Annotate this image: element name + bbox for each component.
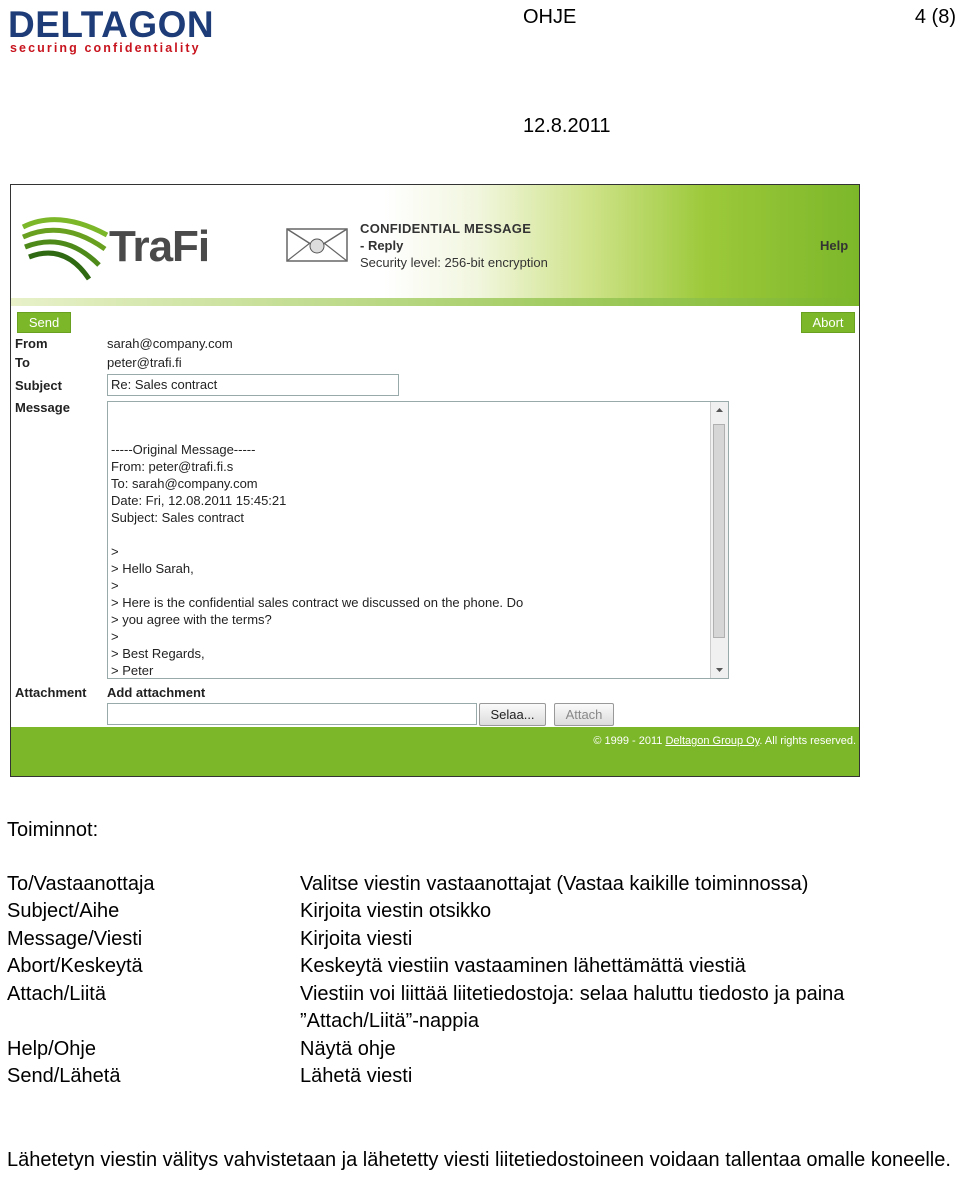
attachment-file-input[interactable] <box>107 703 477 725</box>
subject-input[interactable]: Re: Sales contract <box>107 374 399 396</box>
security-level: Security level: 256-bit encryption <box>360 255 548 270</box>
deltagon-logo-tagline: securing confidentiality <box>10 41 201 55</box>
function-desc: Valitse viestin vastaanottajat (Vastaa kaikille toiminnossa) <box>300 873 809 895</box>
function-desc: Näytä ohje <box>300 1038 396 1060</box>
function-desc: Kirjoita viesti <box>300 928 413 950</box>
copyright-suffix: . All rights reserved. <box>759 735 856 747</box>
trafi-brand-name: TraFi <box>109 222 210 271</box>
trafi-footer <box>11 727 859 776</box>
scroll-down-icon[interactable] <box>711 661 728 678</box>
trafi-swoosh-icon <box>19 205 111 285</box>
page-number: 4 (8) <box>914 6 956 28</box>
scroll-thumb[interactable] <box>713 424 725 638</box>
banner-divider <box>11 298 859 306</box>
function-desc: Kirjoita viestin otsikko <box>300 900 492 922</box>
message-scrollbar[interactable] <box>710 402 728 678</box>
add-attachment-label: Add attachment <box>107 685 206 700</box>
function-term: To/Vastaanottaja <box>7 873 155 895</box>
functions-heading: Toiminnot: <box>7 819 99 841</box>
help-link[interactable]: Help <box>820 238 849 253</box>
document-title: OHJE <box>523 6 577 28</box>
function-term: Attach/Liitä <box>7 983 106 1005</box>
attach-button[interactable]: Attach <box>554 703 614 726</box>
deltagon-logo <box>8 6 244 54</box>
reply-subtitle: - Reply <box>360 238 404 253</box>
confidential-message-title: CONFIDENTIAL MESSAGE <box>360 221 532 236</box>
function-term: Send/Lähetä <box>7 1065 121 1087</box>
function-term: Help/Ohje <box>7 1038 96 1060</box>
deltagon-logo-name: DELTAGON <box>8 4 215 45</box>
scroll-up-icon[interactable] <box>711 402 728 419</box>
function-term: Message/Viesti <box>7 928 143 950</box>
trafi-header-banner <box>11 185 859 306</box>
to-value[interactable]: peter@trafi.fi <box>107 355 182 370</box>
function-term: Abort/Keskeytä <box>7 955 143 977</box>
deltagon-link[interactable]: Deltagon Group Oy <box>665 735 760 747</box>
message-label: Message <box>15 400 70 415</box>
abort-button[interactable]: Abort <box>801 312 855 333</box>
browse-button[interactable]: Selaa... <box>479 703 546 726</box>
function-desc-continued: ”Attach/Liitä”-nappia <box>300 1010 479 1032</box>
attachment-label: Attachment <box>15 685 87 700</box>
function-desc: Keskeytä viestiin vastaaminen lähettämättä viestiä <box>300 955 746 977</box>
subject-label: Subject <box>15 378 62 393</box>
from-value: sarah@company.com <box>107 336 233 351</box>
copyright-text <box>593 734 856 748</box>
send-button[interactable]: Send <box>17 312 71 333</box>
message-body: -----Original Message----- From: peter@trafi.fi.s To: sarah@company.com Date: Fri, 12.08.2011 15:45:21 Subject: Sales contract > > Hello Sarah, > > Here is the confidential sales contract we discussed on the phone. Do > you agree with the terms? > > Best Regards, > Peter <box>111 442 524 678</box>
envelope-icon <box>286 228 348 262</box>
function-desc: Viestiin voi liittää liitetiedostoja: selaa haluttu tiedosto ja paina <box>300 983 845 1005</box>
copyright-prefix: © 1999 - 2011 <box>593 735 666 747</box>
closing-paragraph: Lähetetyn viestin välitys vahvistetaan ja lähetetty viesti liitetiedostoineen voidaan tallentaa omalle koneelle. <box>7 1149 951 1171</box>
function-desc: Lähetä viesti <box>300 1065 413 1087</box>
trafi-screenshot <box>10 184 860 777</box>
to-label: To <box>15 355 30 370</box>
document-date: 12.8.2011 <box>523 115 611 137</box>
message-textarea[interactable] <box>107 401 729 679</box>
function-term: Subject/Aihe <box>7 900 120 922</box>
from-label: From <box>15 336 48 351</box>
